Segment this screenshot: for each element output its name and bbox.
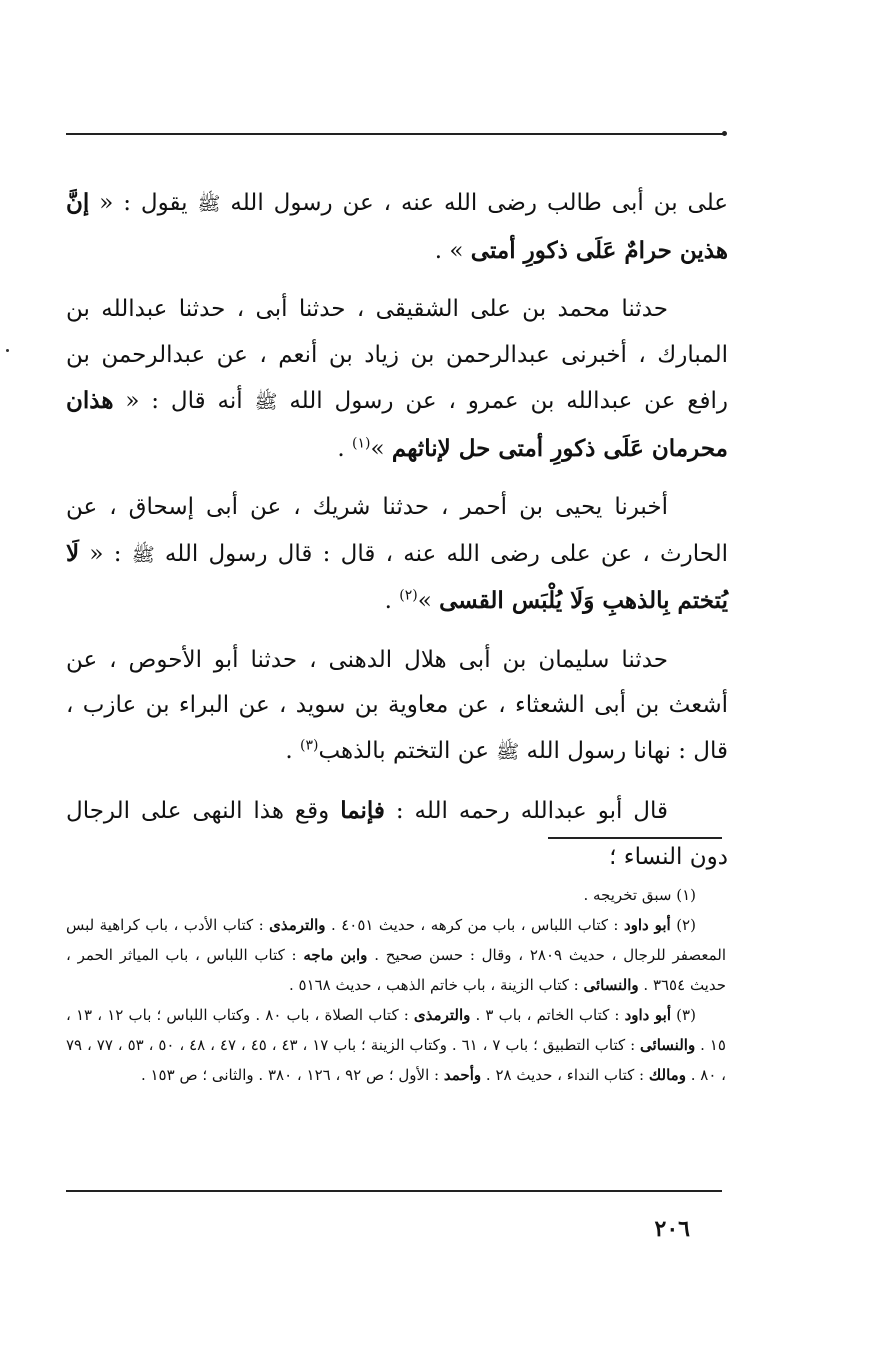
footnote-text: : كتاب التطبيق ؛ باب ٧ ، ٦١ . وكتاب الزينة ؛ باب ١٧ ، ٤٣ ، ٤٥ ، ٤٧ ، ٤٨ ، ٥٠ ، ٥٣ ، ٧٧ ، ٧٩ ، ٨٠ .	[66, 1036, 726, 1084]
p5-text-2: وقع هذا النهى على الرجال دون النساء ؛	[66, 798, 728, 870]
footnote-ref-1[interactable]: (١)	[352, 434, 371, 451]
paragraph-1	[66, 180, 728, 274]
p2-text-2: أنه قال : «	[125, 388, 243, 414]
p5-bold-word: فإنما	[340, 797, 385, 824]
p3-text-2: : «	[89, 540, 122, 567]
source-nasai: والنسائى	[583, 976, 639, 994]
margin-speck	[6, 349, 9, 352]
p2-text-4: .	[337, 435, 345, 462]
footnote-2	[66, 910, 726, 1000]
footnote-text: : كتاب الصلاة ، باب ٨٠ . وكتاب اللباس ؛ باب ١٢ ، ١٣ ، ١٥ .	[66, 1006, 726, 1054]
footnote-ref-3[interactable]: (٣)	[300, 736, 319, 753]
p4-text-2: عن التختم بالذهب	[318, 737, 489, 764]
p1-hadith-quote: إنَّ هذين حرامٌ عَلَى ذكورِ أمتى	[66, 189, 728, 264]
source-nasai: والنسائى	[640, 1036, 696, 1054]
source-abu-dawud: أبو داود	[623, 916, 671, 934]
p3-text-4: .	[384, 588, 392, 614]
p3-text-3: »	[417, 588, 432, 614]
p1-text-3: » .	[434, 237, 464, 264]
p3-hadith-quote: لَا يُتختم بِالذهبِ وَلَا يُلْبَس القسى	[66, 539, 728, 614]
footnotes	[66, 880, 726, 1090]
paragraph-2	[66, 287, 728, 472]
top-rule	[66, 133, 724, 135]
source-abu-dawud: أبو داود	[624, 1006, 672, 1024]
paragraph-5	[66, 788, 728, 880]
main-text	[66, 180, 728, 893]
p2-text-3: »	[370, 435, 385, 462]
footnote-ref-2[interactable]: (٢)	[399, 587, 418, 604]
p3-text-1: أخبرنا يحيى بن أحمر ، حدثنا شريك ، عن أبى إسحاق ، عن الحارث ، عن على رضى الله عنه ، قال : قال رسول الله	[66, 494, 729, 567]
footnote-text: : كتاب النداء ، حديث ٢٨ .	[485, 1066, 645, 1084]
bottom-rule	[66, 1190, 722, 1192]
source-ibn-majah: وابن ماجه	[303, 946, 368, 964]
footnote-separator	[548, 837, 722, 839]
p5-text-1: قال أبو عبدالله رحمه الله :	[395, 798, 669, 824]
salawat-ligature: ﷺ	[131, 543, 155, 566]
p2-hadith-quote: هذان محرمان عَلَى ذكورِ أمتى حل لإناثهم	[66, 387, 728, 462]
source-malik: ومالك	[648, 1066, 686, 1084]
page-number: ٢٠٦	[654, 1216, 690, 1242]
footnote-text: : كتاب الزينة ، باب خاتم الذهب ، حديث ٥١٦٨ .	[288, 976, 579, 994]
footnote-number: (١)	[676, 886, 696, 904]
source-tirmidhi: والترمذى	[269, 916, 326, 934]
salawat-ligature: ﷺ	[197, 193, 221, 215]
footnote-text: : الأول ؛ ص ٩٢ ، ١٢٦ ، ٣٨٠ . والثانى ؛ ص ١٥٣ .	[140, 1066, 440, 1084]
footnote-1	[66, 880, 726, 910]
p4-text-3: .	[285, 737, 293, 764]
paragraph-4	[66, 638, 728, 776]
footnote-text: : كتاب الخاتم ، باب ٣ .	[475, 1006, 620, 1024]
footnote-number: (٢)	[676, 916, 696, 934]
p2-text-1: حدثنا محمد بن على الشقيقى ، حدثنا أبى ، حدثنا عبدالله بن المبارك ، أخبرنى عبدالرحمن بن زياد بن أنعم ، عن عبدالرحمن بن رافع عن عبدالله بن عمرو ، عن رسول الله	[66, 296, 729, 414]
footnote-text: سبق تخريجه .	[583, 886, 672, 904]
footnote-text: : كتاب اللباس ، باب المياثر الحمر ، حديث ٣٦٥٤ .	[66, 946, 726, 994]
footnote-3	[66, 1000, 726, 1090]
footnote-text: : كتاب اللباس ، باب من كرهه ، حديث ٤٠٥١ .	[331, 916, 619, 934]
p1-text-2: يقول : «	[99, 190, 188, 216]
salawat-ligature: ﷺ	[496, 740, 520, 763]
paragraph-3	[66, 485, 728, 625]
footnote-number: (٣)	[676, 1006, 696, 1024]
source-ahmad: وأحمد	[443, 1066, 482, 1084]
p4-text-1: حدثنا سليمان بن أبى هلال الدهنى ، حدثنا أبو الأحوص ، عن أشعث بن أبى الشعثاء ، عن معاوية بن سويد ، عن البراء بن عازب ، قال : نهانا رسول الله	[66, 646, 728, 764]
salawat-ligature: ﷺ	[254, 391, 278, 413]
footnote-text: : كتاب الأدب ، باب كراهية لبس المعصفر للرجال ، حديث ٢٨٠٩ ، وقال : حسن صحيح .	[66, 916, 727, 964]
source-tirmidhi: والترمذى	[413, 1006, 471, 1024]
p1-text-1: على بن أبى طالب رضى الله عنه ، عن رسول الله	[230, 190, 729, 216]
